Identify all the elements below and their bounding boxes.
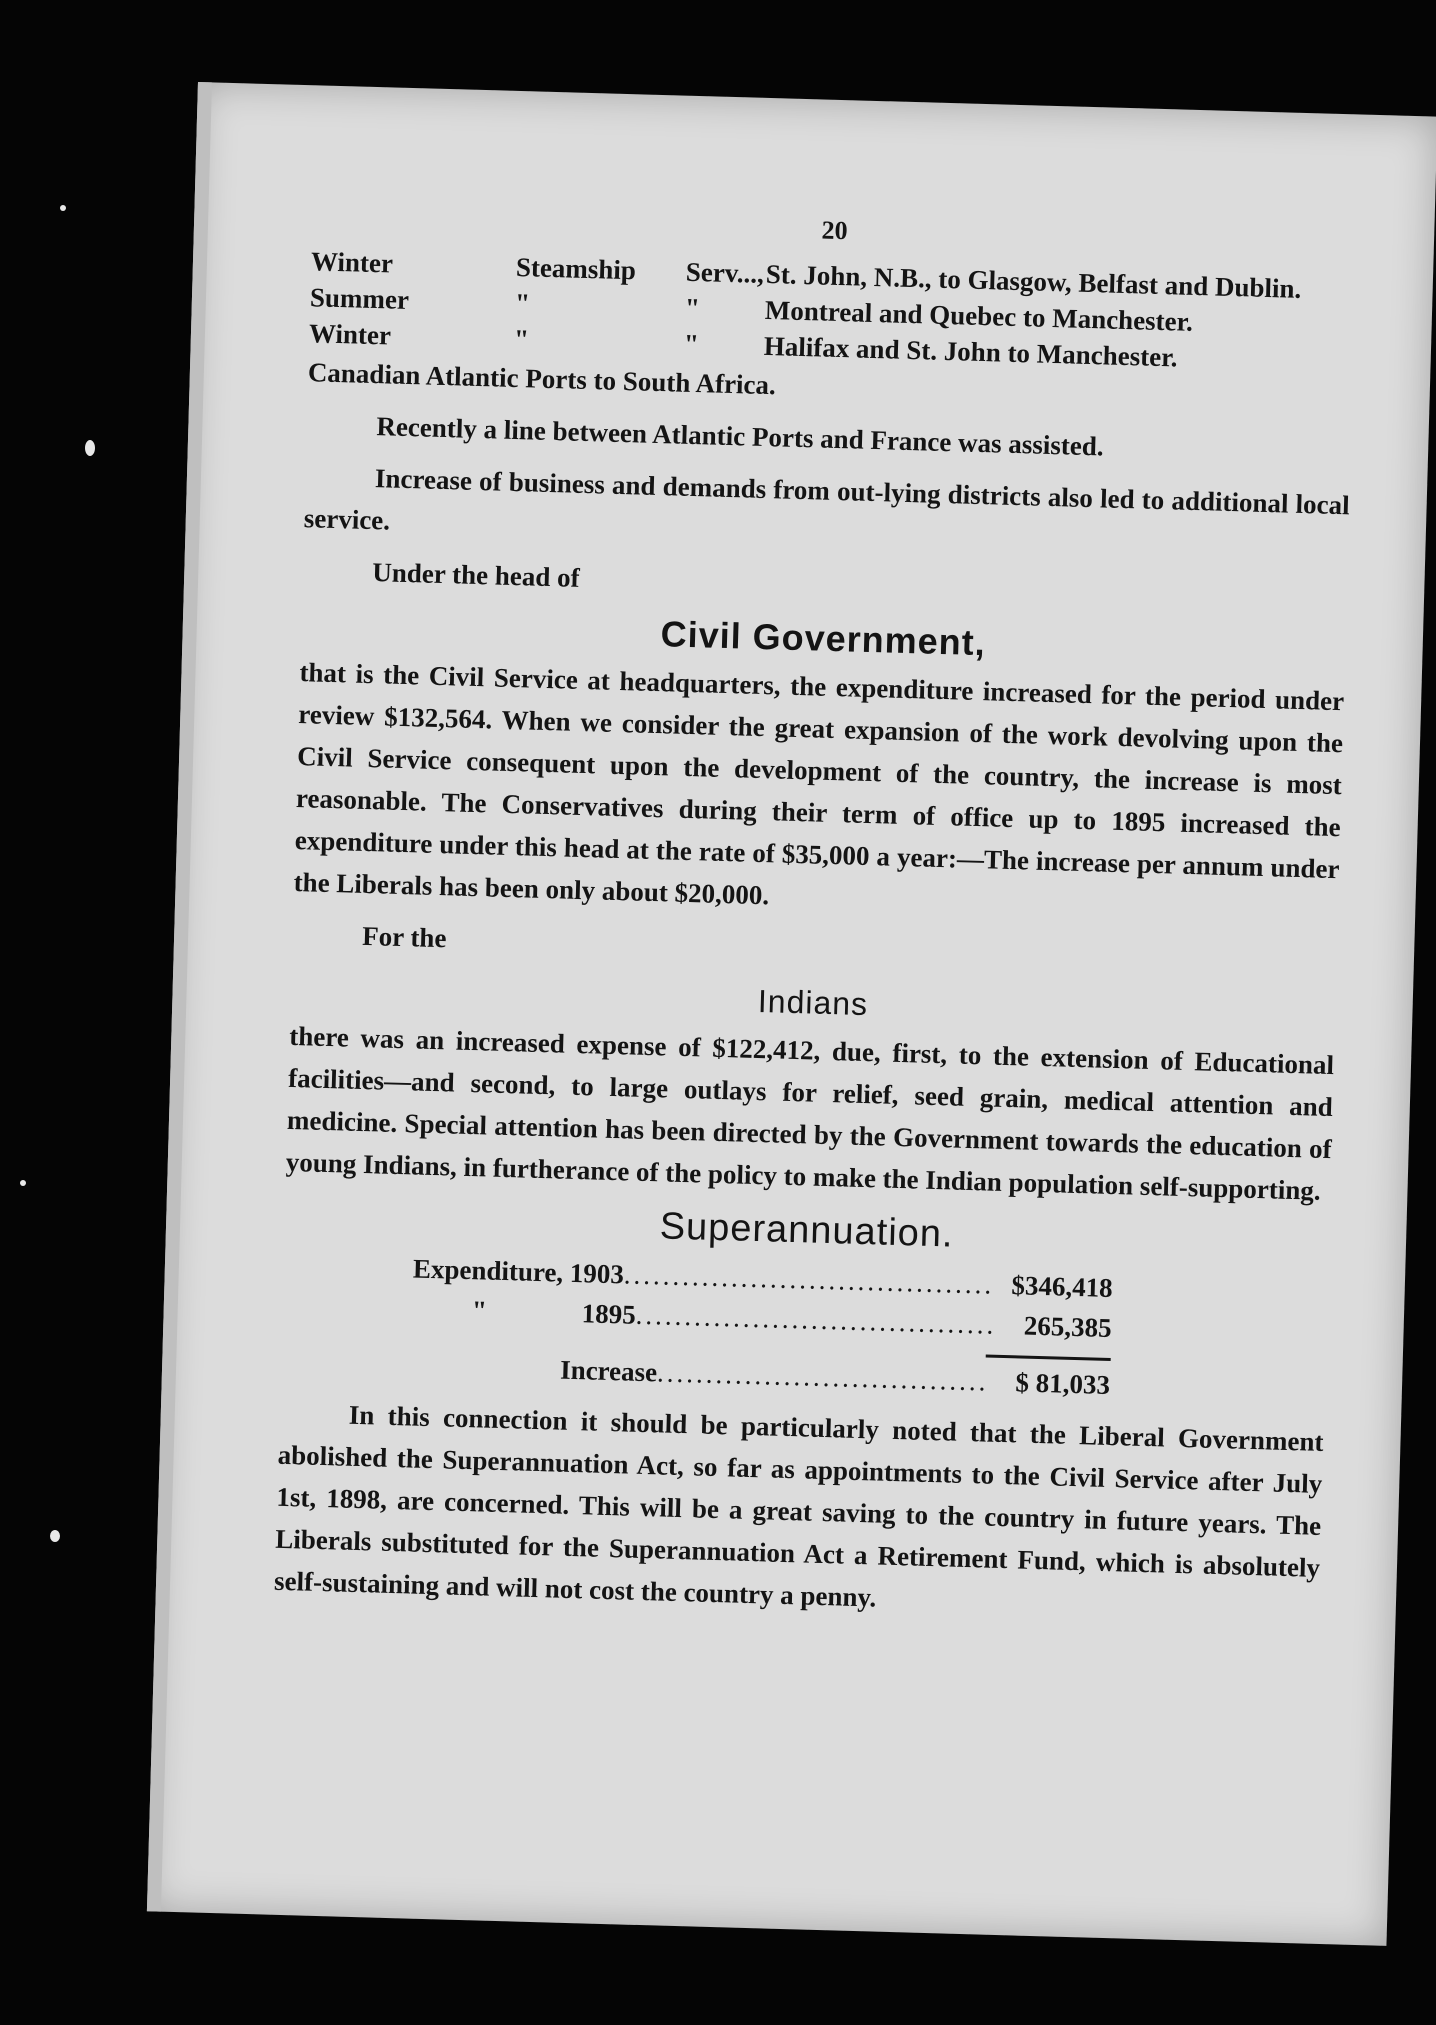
route-service: " [684, 292, 701, 324]
scan-speck [20, 1180, 26, 1186]
page-number: 20 [821, 215, 849, 246]
route-type: Steamship [515, 251, 637, 286]
paragraph-recent-line: Recently a line between Atlantic Ports and France was assisted. [376, 411, 1105, 462]
leader-dots [635, 1295, 992, 1345]
account-value: 265,385 [1023, 1310, 1112, 1343]
route-service: Serv..., [685, 256, 765, 289]
account-label-group [411, 1288, 636, 1334]
superannuation-accounts [410, 1248, 1114, 1404]
route-destination: Montreal and Quebec to Manchester. [764, 294, 1194, 337]
scan-speck [85, 440, 95, 456]
for-the-text: For the [361, 920, 447, 954]
route-south-africa: Canadian Atlantic Ports to South Africa. [307, 357, 777, 401]
paragraph-superannuation: In this connection it should be particularly noted that the Liberal Government abolished the Superannuation Act, so far as appointments to the Civil Service after July 1st, 1898, are concerned. This will be a great saving to the country in future years. The Liberals substituted for the Superannuation Act a Retirement Fund, which is absolutely self-sustaining and will not cost the country a penny. [273, 1399, 1324, 1613]
page-content [274, 195, 1358, 1631]
route-season: Summer [309, 282, 410, 315]
route-service: " [683, 328, 700, 360]
account-label: Expenditure, 1903 [412, 1253, 625, 1290]
page-edge [147, 82, 212, 1912]
heading-superannuation: Superannuation. [659, 1205, 955, 1256]
route-destination: St. John, N.B., to Glasgow, Belfast and Dublin. [765, 258, 1302, 304]
sum-rule [986, 1354, 1111, 1360]
account-label: Increase [559, 1354, 658, 1388]
route-destination: Halifax and St. John to Manchester. [763, 330, 1178, 373]
account-value: $ 81,033 [1015, 1367, 1111, 1400]
route-type: " [513, 323, 530, 355]
under-head-text: Under the head of [371, 557, 580, 593]
paragraph-local-service: Increase of business and demands from out-lying districts also led to additional local service. [303, 463, 1351, 536]
paragraph-indians: there was an increased expense of $122,412, due, first, to the extension of Educational facilities—and second, to large outlays for relief, seed grain, medical attention and medicine. Special attention has been directed by the Government towards the education of young Indians, in furtherance of the policy to make the Indian population self-supporting. [285, 1020, 1335, 1206]
leader-dots [657, 1352, 991, 1401]
account-label: 1895 [581, 1298, 637, 1330]
account-value: $346,418 [1011, 1270, 1114, 1304]
ditto-mark: " [471, 1295, 488, 1326]
document-page [147, 82, 1436, 1946]
scan-speck [50, 1530, 60, 1542]
heading-civil-government: Civil Government, [660, 613, 987, 664]
scan-speck [60, 205, 66, 211]
paragraph-civil-government: that is the Civil Service at headquarters, the expenditure increased for the period under review $132,564. When we consider the great expansion of the work devolving upon the Civil Service consequent upon the development of the country, the increase is most reasonable. The Conservatives during their term of office up to 1895 increased the expenditure under this head at the rate of $35,000 a year:—The increase per annum under the Liberals has been only about $20,000. [293, 657, 1345, 911]
route-season: Winter [308, 318, 392, 351]
route-type: " [514, 287, 531, 319]
route-season: Winter [310, 246, 394, 279]
heading-indians: Indians [757, 983, 869, 1023]
